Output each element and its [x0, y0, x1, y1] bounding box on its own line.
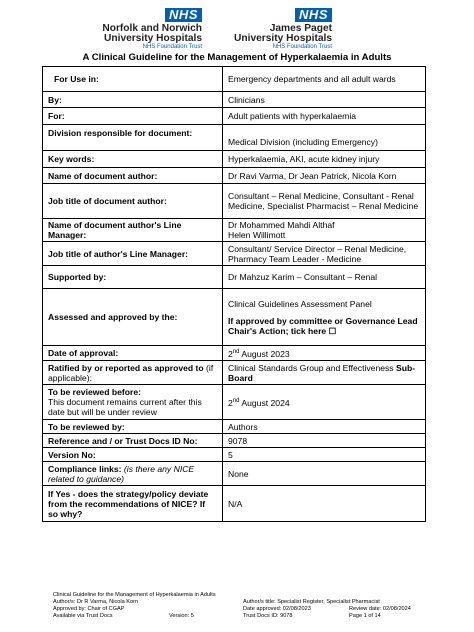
label-reference: Reference and / or Trust Docs ID No:: [43, 434, 223, 448]
date-suffix: nd: [232, 398, 240, 405]
compliance-label-note: (is there any NICE related to guidance): [48, 463, 195, 484]
label-for-use-in: For Use in:: [43, 67, 223, 92]
nhs-logo-badge: NHS: [295, 8, 332, 22]
label-version: Version No:: [43, 448, 223, 462]
value-line-manager-title: Consultant/ Service Director – Renal Medicine, Pharmacy Team Leader - Medicine: [223, 242, 426, 266]
table-row: [43, 184, 426, 219]
footer-date-approved: Date approved: 02/08/2023: [243, 606, 311, 612]
label-approved-by: Assessed and approved by the:: [43, 289, 223, 346]
value-approved-by: [223, 289, 426, 346]
table-row: [43, 151, 426, 168]
table-row: [43, 108, 426, 125]
label-by: By:: [43, 92, 223, 108]
label-ratified: [43, 361, 223, 385]
line-manager-name: Dr Mohammed Mahdi Althaf: [228, 220, 335, 230]
table-row: [43, 219, 426, 242]
footer-trust-docs-id: Trust Docs ID: 9078: [243, 613, 293, 619]
date-rest: August 2023: [239, 348, 290, 359]
value-compliance: None: [223, 462, 426, 486]
value-division: Medical Division (including Emergency): [223, 125, 426, 151]
table-row: [43, 486, 426, 522]
table-row: [43, 289, 426, 346]
date-day: 2: [228, 397, 233, 408]
value-reference: 9078: [223, 434, 426, 448]
value-line-manager: [223, 219, 426, 242]
logo-trust-line: NHS Foundation Trust: [272, 44, 332, 50]
ratified-label-note: (if applicable):: [48, 362, 214, 383]
line-manager-name: Helen Willimott: [228, 230, 286, 240]
label-key-words: Key words:: [43, 151, 223, 168]
label-line-manager-title: Job title of author's Line Manager:: [43, 242, 223, 266]
label-division: Division responsible for document:: [43, 125, 223, 151]
footer-version: Version: 5: [169, 613, 194, 619]
table-row: [43, 420, 426, 434]
label-author-name: Name of document author:: [43, 168, 223, 184]
label-review: [43, 385, 223, 420]
committee-tick-note[interactable]: If approved by committee or Governance Lead Chair's Action; tick here ☐: [228, 315, 418, 336]
label-approval-date: Date of approval:: [43, 346, 223, 361]
value-by: Clinicians: [223, 92, 426, 108]
logo-trust-line: NHS Foundation Trust: [142, 44, 202, 50]
label-compliance: [43, 462, 223, 486]
label-deviate: If Yes - does the strategy/policy deviate from the recommendations of NICE? If so why?: [43, 486, 223, 522]
header-logos: [0, 6, 474, 50]
document-info-table: [42, 66, 426, 522]
table-row: [43, 448, 426, 462]
logo-org-line: University Hospitals: [234, 33, 332, 44]
footer-author-title: Author/s title: Specialist Register, Specialist Pharmacist: [243, 599, 380, 605]
review-label: To be reviewed before:: [48, 387, 141, 397]
table-row: [43, 385, 426, 420]
nnuh-logo: [84, 6, 202, 51]
table-row: [43, 361, 426, 385]
logo-org-line: Norfolk and Norwich: [102, 23, 202, 34]
table-row: [43, 125, 426, 151]
date-day: 2: [228, 348, 233, 359]
table-row: [43, 462, 426, 486]
footer-doc-title: Clinical Guideline for the Management of Hyperkalaemia in Adults: [53, 592, 216, 598]
date-rest: August 2024: [239, 397, 290, 408]
label-reviewed-by: To be reviewed by:: [43, 420, 223, 434]
table-row: [43, 434, 426, 448]
label-line-manager: Name of document author's Line Manager:: [43, 219, 223, 242]
nhs-logo-badge: NHS: [165, 8, 202, 22]
value-author-title: Consultant – Renal Medicine, Consultant - Renal Medicine, Specialist Pharmacist – Renal Medicine: [223, 184, 426, 219]
logo-org-line: University Hospitals: [104, 33, 202, 44]
footer-approved-by: Approved by: Chair of CGAP: [53, 606, 125, 612]
table-row: [43, 92, 426, 108]
ratified-value: Clinical Standards Group and Effectiveness: [228, 362, 396, 373]
footer-authors: Author/s: Dr R Varma, Nicola Korn: [53, 599, 139, 605]
footer-review-date: Review date: 02/08/2024: [349, 606, 411, 612]
value-review: [223, 385, 426, 420]
value-reviewed-by: Authors: [223, 420, 426, 434]
value-for: Adult patients with hyperkalaemia: [223, 108, 426, 125]
document-title: A Clinical Guideline for the Management of Hyperkalaemia in Adults: [82, 52, 392, 63]
logo-org-line: James Paget: [269, 23, 332, 34]
table-row: [43, 266, 426, 289]
value-version: 5: [223, 448, 426, 462]
ratified-label: Ratified by or reported as approved to: [48, 362, 204, 373]
approval-panel: Clinical Guidelines Assessment Panel: [228, 298, 372, 309]
compliance-label: Compliance links:: [48, 463, 122, 474]
table-row: [43, 242, 426, 266]
value-supported-by: Dr Mahzuz Karim – Consultant – Renal: [223, 266, 426, 289]
review-label-note: This document remains current after this date but will be under review: [48, 397, 202, 417]
value-deviate: N/A: [223, 486, 426, 522]
footer-page-number: Page 1 of 14: [349, 613, 381, 619]
value-ratified: [223, 361, 426, 385]
footer-available: Available via Trust Docs: [53, 613, 113, 619]
table-row: [43, 346, 426, 361]
label-author-title: Job title of document author:: [43, 184, 223, 219]
value-key-words: Hyperkalaemia, AKI, acute kidney injury: [223, 151, 426, 168]
label-for: For:: [43, 108, 223, 125]
value-for-use-in: Emergency departments and all adult wards: [223, 67, 426, 92]
date-suffix: nd: [232, 349, 240, 356]
value-approval-date: [223, 346, 426, 361]
value-author-name: Dr Ravi Varma, Dr Jean Patrick, Nicola Korn: [223, 168, 426, 184]
ratified-value-bold: Sub-Board: [228, 362, 416, 383]
label-supported-by: Supported by:: [43, 266, 223, 289]
table-row: [43, 168, 426, 184]
table-row: [43, 67, 426, 92]
jpuh-logo: [226, 6, 332, 51]
